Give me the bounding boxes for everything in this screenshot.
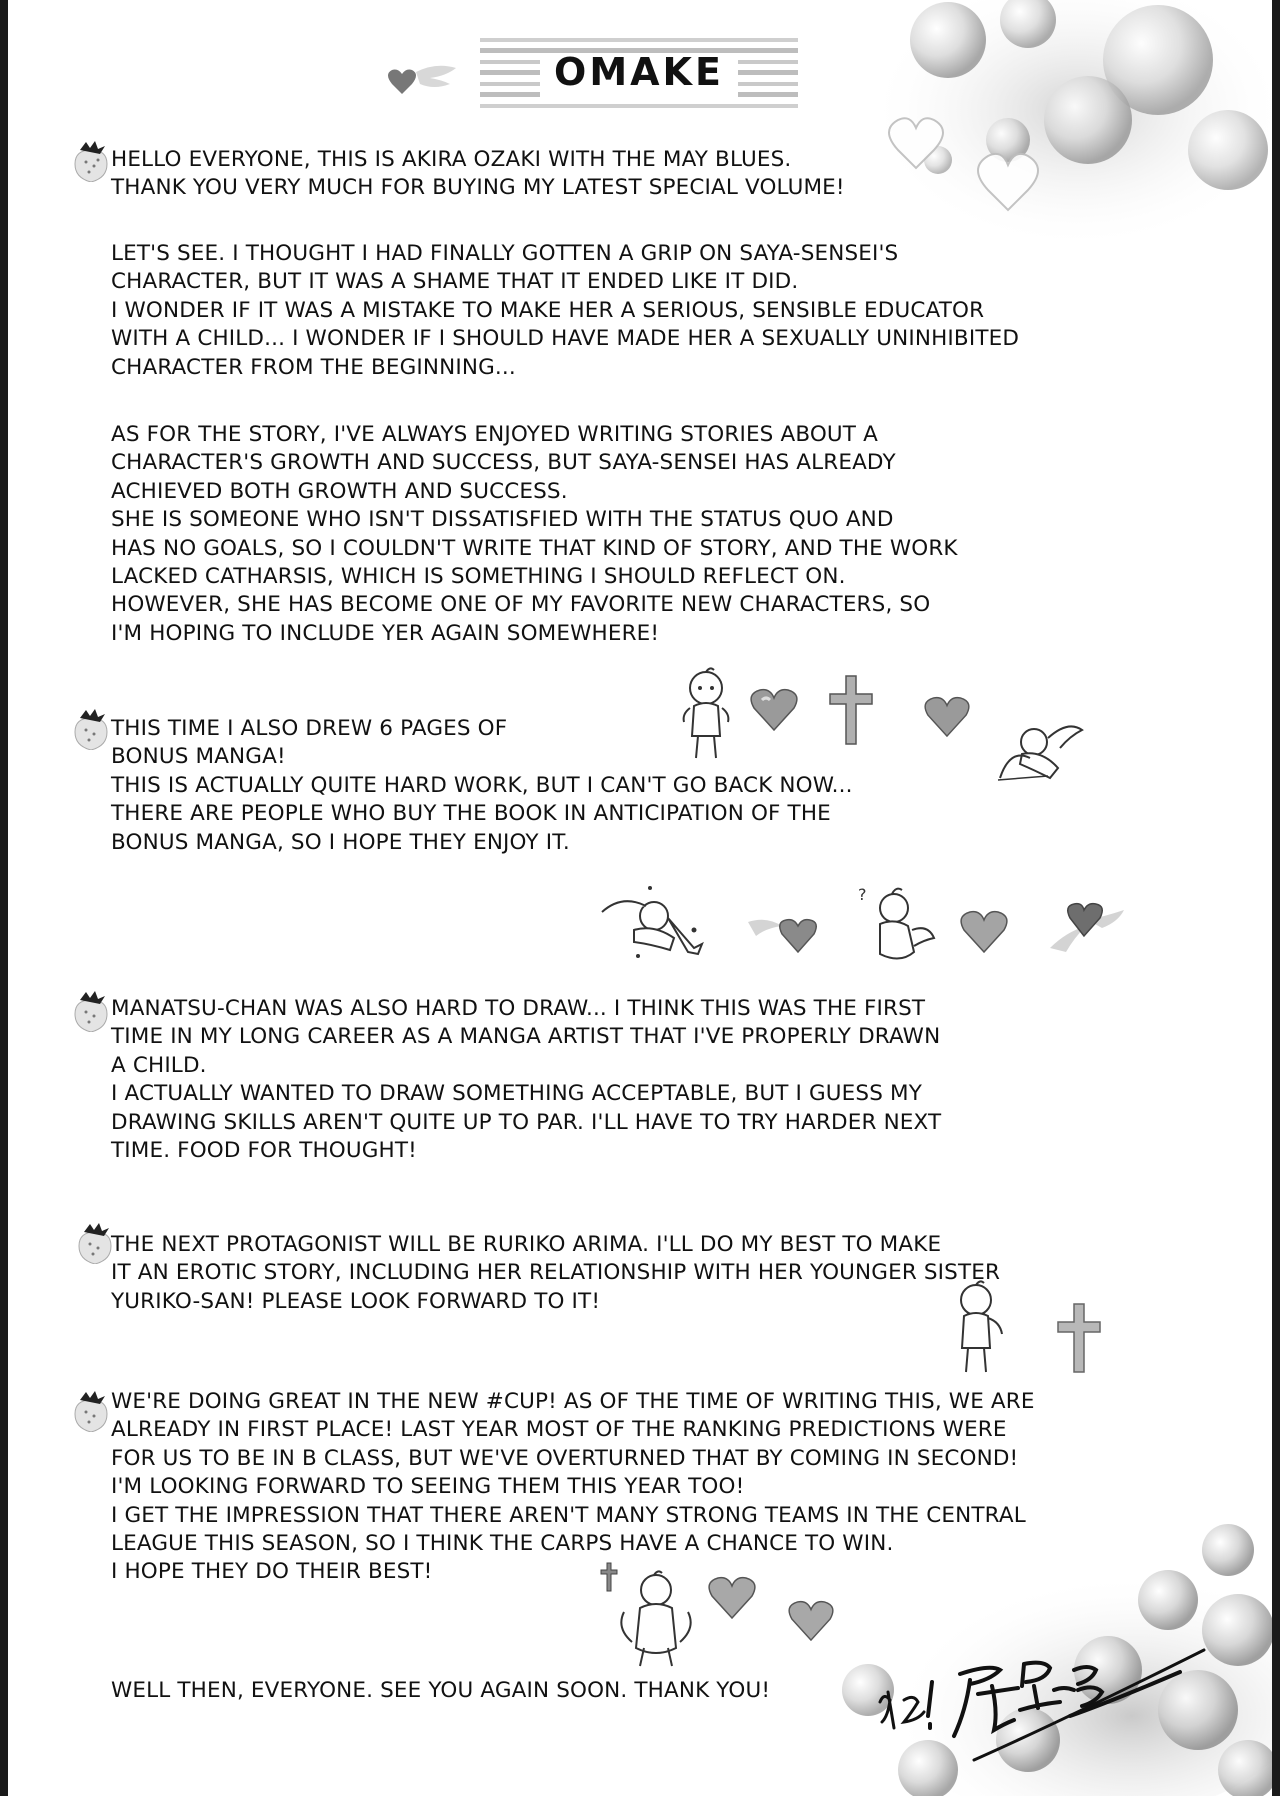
heart-icon <box>788 1600 834 1642</box>
cherub-trumpet-icon <box>594 882 710 974</box>
closing-line: WELL THEN, EVERYONE. SEE YOU AGAIN SOON. THANK YOU! <box>111 1678 771 1703</box>
cross-icon <box>828 674 874 746</box>
cherub-standing-icon <box>680 666 732 762</box>
cross-icon <box>1056 1302 1102 1374</box>
baseball-paragraph: WE'RE DOING GREAT IN THE NEW #CUP! AS OF THE TIME OF WRITING THIS, WE ARE ALREADY IN FIRST PLACE! LAST YEAR MOST OF THE RANKING PREDICTIONS WERE FOR US TO BE IN B CLASS, BUT WE'VE OVERTURNED THAT BY COMING IN SECOND! I'M LOOKING FORWARD TO SEEING THEM THIS YEAR TOO! I GET THE IMPRESSION THAT THERE AREN'T MANY STRONG TEAMS IN THE CENTRAL LEAGUE THIS SEASON, SO I THINK THE CARPS HAVE A CHANCE TO WIN. I HOPE THEY DO THEIR BEST! <box>111 1389 1035 1585</box>
cherub-standing-icon <box>948 1278 1004 1376</box>
winged-heart-icon <box>742 908 822 956</box>
story-paragraph: AS FOR THE STORY, I'VE ALWAYS ENJOYED WRITING STORIES ABOUT A CHARACTER'S GROWTH AND SUCCESS, BUT SAYA-SENSEI HAS ALREADY ACHIEVED BOTH GROWTH AND SUCCESS. SHE IS SOMEONE WHO ISN'T DISSATISFIED WITH THE STATUS QUO AND HAS NO GOALS, SO I COULDN'T WRITE THAT KIND OF STORY, AND THE WORK LACKED CATHARSIS, WHICH IS SOMETHING I SHOULD REFLECT ON. HOWEVER, SHE HAS BECOME ONE OF MY FAVORITE NEW CHARACTERS, SO I'M HOPING TO INCLUDE YER AGAIN SOMEWHERE! <box>111 422 958 646</box>
heart-icon <box>750 688 798 732</box>
cherub-question-icon <box>858 878 938 974</box>
author-signature <box>874 1620 1214 1770</box>
cherub-praying-icon <box>614 1566 698 1672</box>
strawberry-bullet-icon <box>72 1390 110 1432</box>
winged-heart-icon <box>368 58 458 104</box>
manatsu-paragraph: MANATSU-CHAN WAS ALSO HARD TO DRAW... I THINK THIS WAS THE FIRST TIME IN MY LONG CAREER AS A MANGA ARTIST THAT I'VE PROPERLY DRAWN A CHILD. I ACTUALLY WANTED TO DRAW SOMETHING ACCEPTABLE, BUT I GUESS MY DRAWING SKILLS AREN'T QUITE UP TO PAR. I'LL HAVE TO TRY HARDER NEXT TIME. FOOD FOR THOUGHT! <box>111 996 942 1164</box>
heart-icon <box>924 696 970 738</box>
cupid-archer-icon <box>994 718 1094 798</box>
strawberry-bullet-icon <box>72 140 110 182</box>
page-title: OMAKE <box>554 50 724 94</box>
heart-icon <box>708 1576 756 1620</box>
omake-page <box>8 0 1272 1796</box>
bonus-manga-paragraph: THIS TIME I ALSO DREW 6 PAGES OF BONUS MANGA! THIS IS ACTUALLY QUITE HARD WORK, BUT I CAN'T GO BACK NOW... THERE ARE PEOPLE WHO BUY THE BOOK IN ANTICIPATION OF THE BONUS MANGA, SO I HOPE THEY ENJOY IT. <box>111 716 853 855</box>
next-protagonist-paragraph: THE NEXT PROTAGONIST WILL BE RURIKO ARIMA. I'LL DO MY BEST TO MAKE IT AN EROTIC STORY, INCLUDING HER RELATIONSHIP WITH HER YOUNGER SISTER YURIKO-SAN! PLEASE LOOK FORWARD TO IT! <box>111 1232 1001 1314</box>
intro-greeting: HELLO EVERYONE, THIS IS AKIRA OZAKI WITH THE MAY BLUES. THANK YOU VERY MUCH FOR BUYING MY LATEST SPECIAL VOLUME! <box>111 147 845 201</box>
saya-character-paragraph: LET'S SEE. I THOUGHT I HAD FINALLY GOTTEN A GRIP ON SAYA-SENSEI'S CHARACTER, BUT IT WAS A SHAME THAT IT ENDED LIKE IT DID. I WONDER IF IT WAS A MISTAKE TO MAKE HER A SERIOUS, SENSIBLE EDUCATOR WITH A CHILD... I WONDER IF I SHOULD HAVE MADE HER A SEXUALLY UNINHIBITED CHARACTER FROM THE BEGINNING... <box>111 241 1020 380</box>
svg-text:?: ? <box>858 885 867 904</box>
heart-icon <box>960 910 1008 954</box>
winged-heart-icon <box>1048 896 1128 952</box>
strawberry-bullet-icon <box>72 708 110 750</box>
strawberry-bullet-icon <box>76 1222 114 1264</box>
omake-title-box <box>480 36 798 114</box>
strawberry-bullet-icon <box>72 990 110 1032</box>
